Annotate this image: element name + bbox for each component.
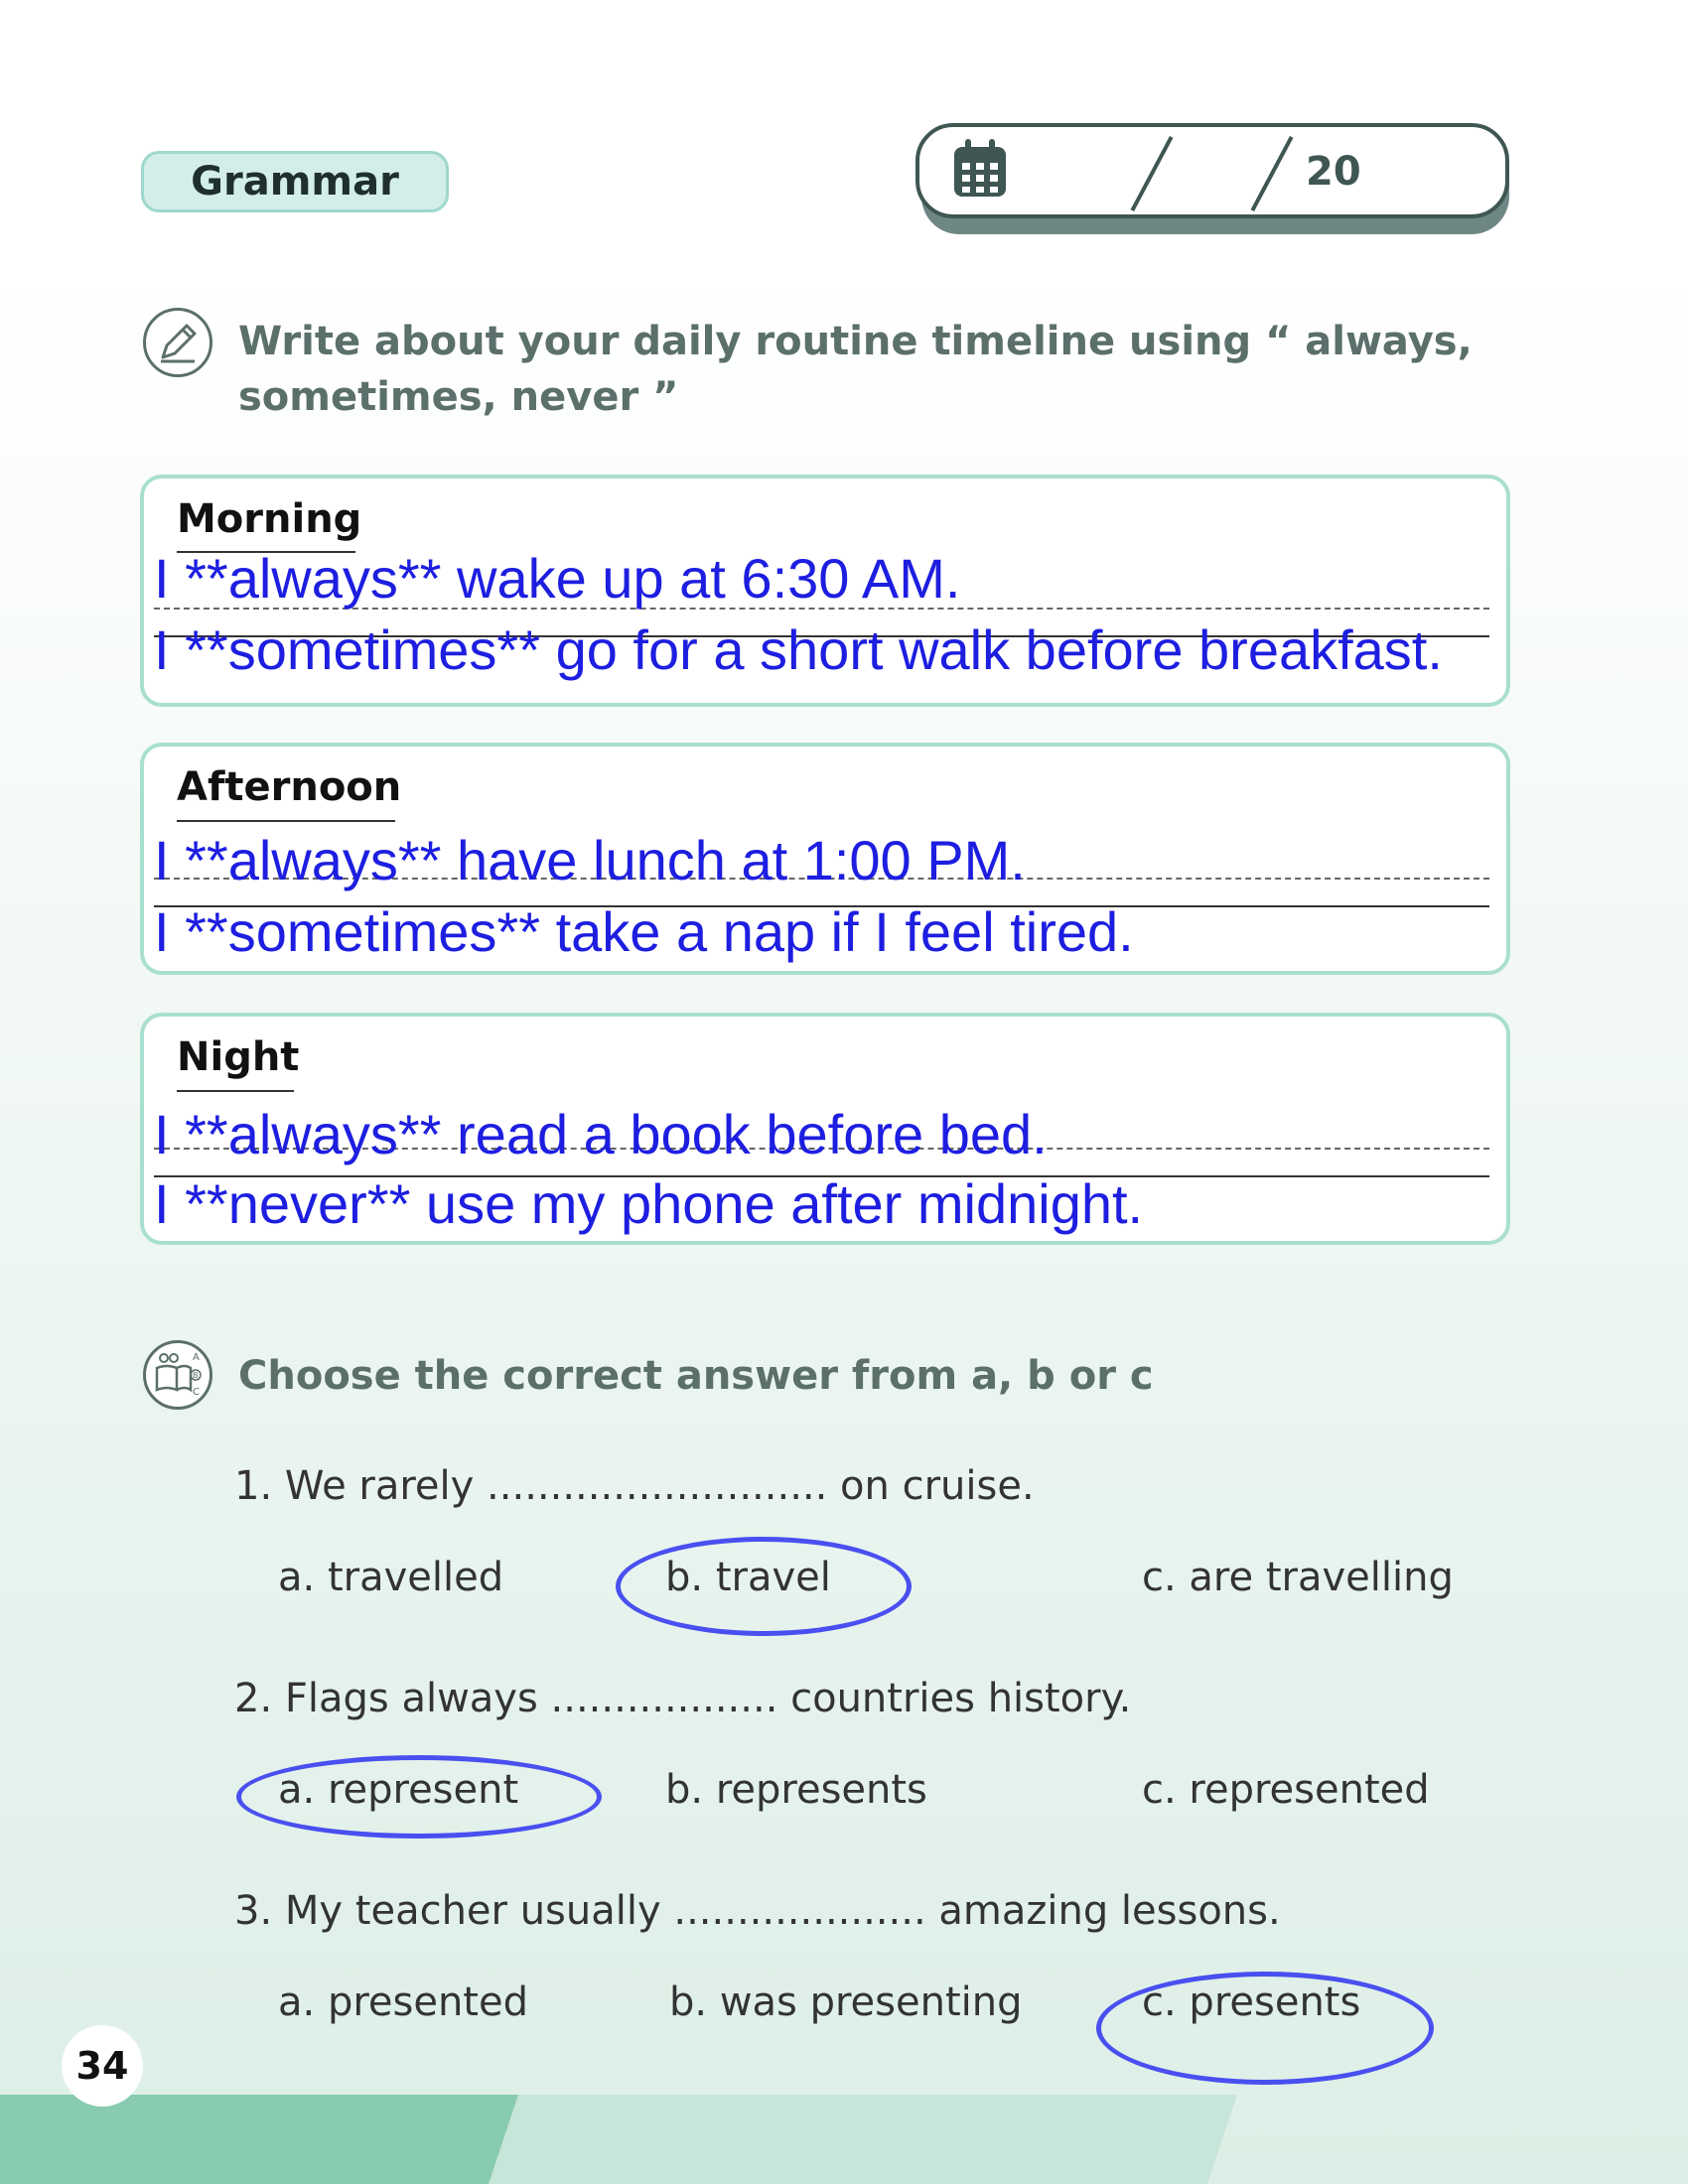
routine-label: Afternoon [177,764,402,810]
calendar-icon [951,137,1009,205]
handwritten-answer[interactable]: I **sometimes** go for a short walk before breakfast. [154,618,1443,681]
handwritten-answer[interactable]: I **always** wake up at 6:30 AM. [154,547,961,610]
pencil-icon [143,308,212,377]
answer-option[interactable]: b. represents [665,1767,927,1813]
question-text: 3. My teacher usually .................... amazing lessons. [234,1888,1281,1934]
section-label: Grammar [191,159,399,205]
answer-option[interactable]: a. travelled [278,1555,504,1600]
label-underline [177,820,395,822]
handwritten-answer[interactable]: I **always** read a book before bed. [154,1103,1048,1165]
section-badge [141,151,449,212]
handwritten-answer[interactable]: I **sometimes** take a nap if I feel tired. [154,900,1134,963]
label-underline [177,1090,294,1092]
answer-circle-mark [616,1537,912,1636]
routine-label: Morning [177,496,362,542]
book-abc-icon [143,1340,212,1410]
date-year: 20 [1306,149,1361,195]
question-text: 1. We rarely ........................... on cruise. [234,1463,1035,1509]
answer-option[interactable]: c. presents [1142,1979,1361,2025]
answer-option[interactable]: b. was presenting [669,1979,1023,2025]
answer-circle-mark [1096,1972,1434,2085]
footer-band [0,2095,1688,2184]
handwritten-answer[interactable]: I **always** have lunch at 1:00 PM. [154,829,1026,891]
task1-instruction-line2: sometimes, never ” [238,374,679,420]
task1-instruction-line1: Write about your daily routine timeline using “ always, [238,319,1473,364]
answer-option[interactable]: c. represented [1142,1767,1430,1813]
svg-text:B: B [193,1371,199,1380]
answer-option[interactable]: a. presented [278,1979,528,2025]
answer-circle-mark [236,1755,602,1839]
page-number: 34 [62,2025,143,2107]
task2-instruction: Choose the correct answer from a, b or c [238,1353,1154,1399]
svg-text:A: A [193,1352,200,1363]
answer-option[interactable]: c. are travelling [1142,1555,1454,1600]
question-text: 2. Flags always .................. countries history. [234,1676,1132,1721]
answer-option[interactable]: a. represent [278,1767,519,1813]
svg-text:C: C [193,1387,200,1398]
routine-label: Night [177,1034,300,1080]
answer-option[interactable]: b. travel [665,1555,831,1600]
handwritten-answer[interactable]: I **never** use my phone after midnight. [154,1172,1144,1235]
